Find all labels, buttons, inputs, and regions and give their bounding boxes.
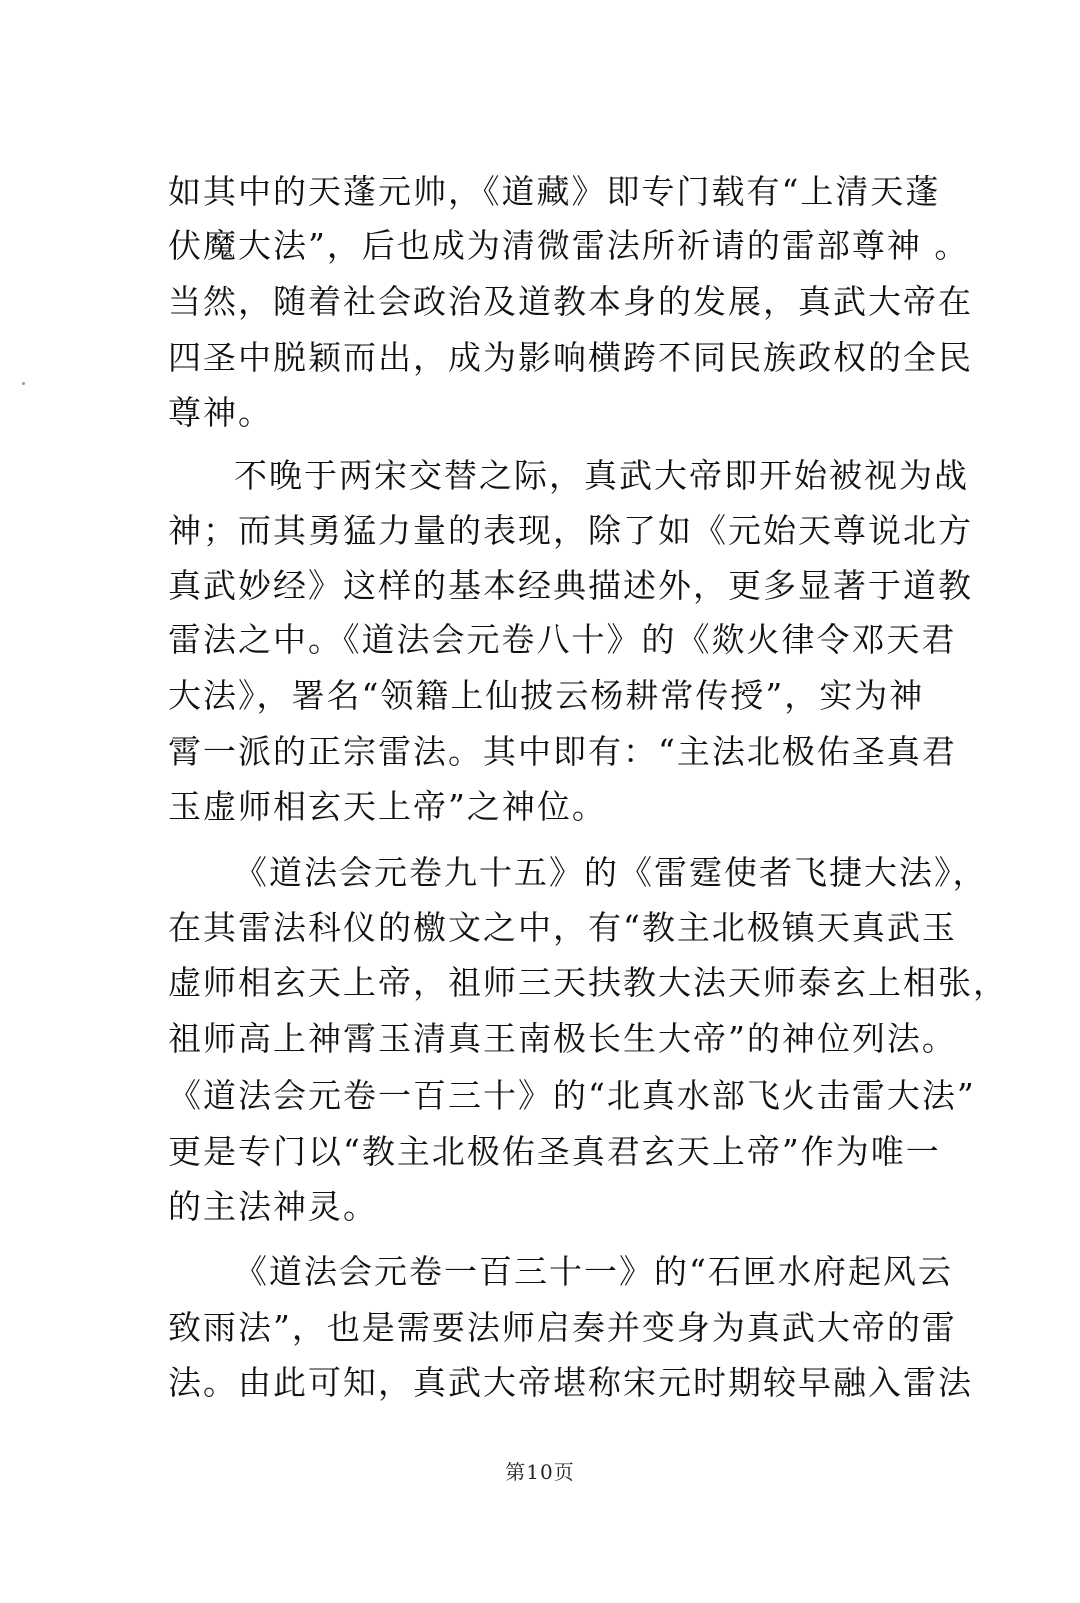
text-line: 更是专门以“教主北极佑圣真君玄天上帝”作为唯一 — [168, 1132, 941, 1171]
text-line: 祖师高上神霄玉清真王南极长生大帝”的神位列法。 — [168, 1019, 957, 1058]
text-line: 虚师相玄天上帝，祖师三天扶教大法天师泰玄上相张， — [168, 963, 1008, 1002]
text-line: 在其雷法科仪的檄文之中，有“教主北极镇天真武玉 — [168, 908, 957, 947]
text-line: 神；而其勇猛力量的表现，除了如《元始天尊说北方 — [168, 511, 973, 550]
paragraph-start-line: 《道法会元卷九十五》的《雷霆使者飞捷大法》， — [234, 853, 988, 892]
page-number: 第10页 — [505, 1460, 575, 1484]
paragraph-start-line: 不晚于两宋交替之际，真武大帝即开始被视为战 — [234, 456, 969, 495]
scan-speck — [22, 382, 25, 385]
text-line: 法。由此可知，真武大帝堪称宋元时期较早融入雷法 — [168, 1363, 973, 1402]
text-line: 尊神。 — [168, 393, 273, 432]
text-line: 霄一派的正宗雷法。其中即有：“主法北极佑圣真君 — [168, 732, 957, 771]
text-line: 的主法神灵。 — [168, 1187, 378, 1226]
text-line: 真武妙经》这样的基本经典描述外，更多显著于道教 — [168, 566, 973, 605]
text-line: 雷法之中。《道法会元卷八十》的《欻火律令邓天君 — [168, 620, 957, 659]
paragraph-start-line: 《道法会元卷一百三十一》的“石匣水府起风云 — [234, 1252, 953, 1291]
text-line: 伏魔大法”，后也成为清微雷法所祈请的雷部尊神 。 — [168, 226, 970, 265]
text-line: 致雨法”，也是需要法师启奏并变身为真武大帝的雷 — [168, 1308, 957, 1347]
text-line: 《道法会元卷一百三十》的“北真水部飞火击雷大法” — [168, 1076, 976, 1115]
text-line: 当然，随着社会政治及道教本身的发展，真武大帝在 — [168, 282, 973, 321]
text-line: 如其中的天蓬元帅，《道藏》即专门载有“上清天蓬 — [168, 172, 941, 211]
text-line: 四圣中脱颖而出，成为影响横跨不同民族政权的全民 — [168, 338, 973, 377]
text-line: 大法》，署名“领籍上仙披云杨耕常传授”，实为神 — [168, 676, 925, 715]
text-line: 玉虚师相玄天上帝”之神位。 — [168, 787, 607, 826]
